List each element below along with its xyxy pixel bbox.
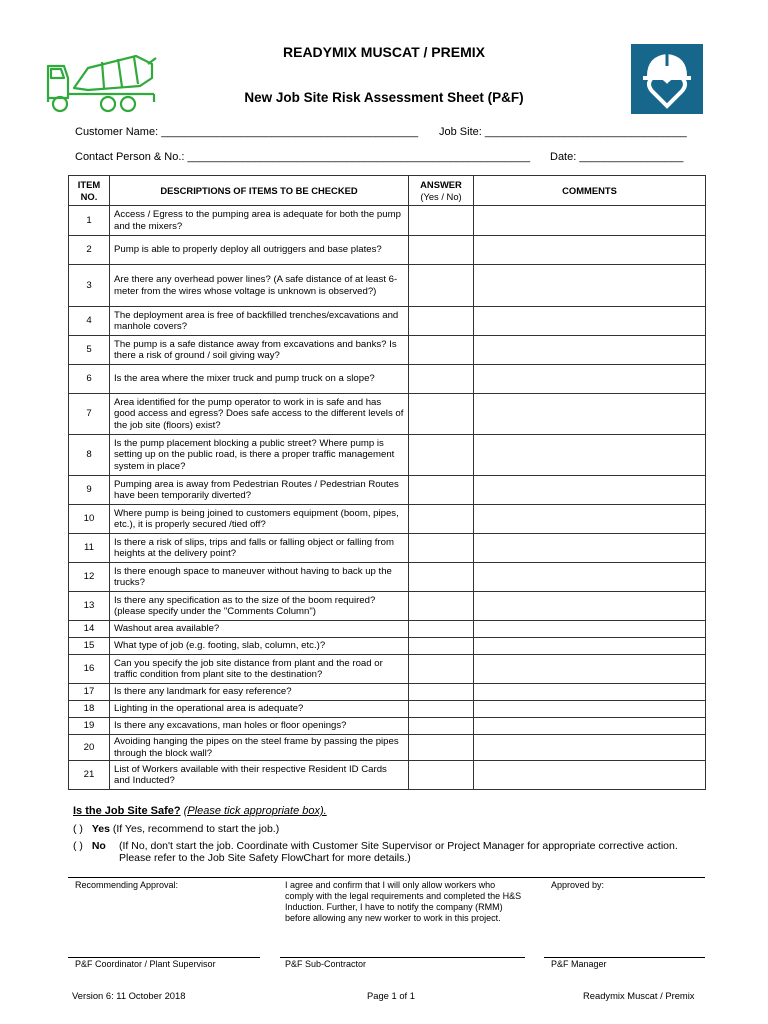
- subcontractor-label: P&F Sub-Contractor: [285, 959, 367, 969]
- item-description: Can you specify the job site distance from plant and the road or traffic condition from plant site to the destination?: [110, 655, 409, 684]
- answer-cell[interactable]: [409, 534, 474, 563]
- no-text-line-2: Please refer to the Job Site Safety FlowChart for more details.): [119, 852, 411, 864]
- answer-cell[interactable]: [409, 265, 474, 307]
- answer-cell[interactable]: [409, 621, 474, 638]
- table-row: [69, 655, 706, 684]
- answer-cell[interactable]: [409, 476, 474, 505]
- answer-cell[interactable]: [409, 336, 474, 365]
- concrete-mixer-truck-icon: [44, 50, 160, 116]
- table-row: [69, 476, 706, 505]
- item-number: 5: [69, 336, 110, 365]
- table-row: [69, 621, 706, 638]
- header-answer-sub: (Yes / No): [420, 190, 462, 202]
- answer-cell[interactable]: [409, 638, 474, 655]
- comments-cell[interactable]: [474, 394, 706, 435]
- item-description: Pumping area is away from Pedestrian Routes / Pedestrian Routes have been temporarily diverted?: [110, 476, 409, 505]
- comments-cell[interactable]: [474, 735, 706, 761]
- item-description: Lighting in the operational area is adequate?: [110, 701, 409, 718]
- table-row: [69, 534, 706, 563]
- signature-divider: [68, 877, 705, 878]
- comments-cell[interactable]: [474, 621, 706, 638]
- comments-cell[interactable]: [474, 701, 706, 718]
- item-number: 14: [69, 621, 110, 638]
- comments-cell[interactable]: [474, 592, 706, 621]
- table-row: [69, 592, 706, 621]
- comments-cell[interactable]: [474, 563, 706, 592]
- table-row: [69, 563, 706, 592]
- signature-line-coordinator[interactable]: [68, 957, 260, 958]
- table-row: [69, 307, 706, 336]
- table-row: [69, 435, 706, 476]
- table-row: [69, 265, 706, 307]
- footer-page: Page 1 of 1: [367, 990, 415, 1001]
- item-description: Area identified for the pump operator to work in is safe and has good access and egress? Does safe access to the different levels of the job site (floors) exist?: [110, 394, 409, 435]
- table-row: [69, 735, 706, 761]
- safety-question-label: Is the Job Site Safe?: [73, 805, 181, 817]
- safety-badge: [631, 44, 703, 114]
- answer-cell[interactable]: [409, 701, 474, 718]
- item-number: 7: [69, 394, 110, 435]
- yes-text: (If Yes, recommend to start the job.): [112, 823, 280, 835]
- recommending-approval-label: Recommending Approval:: [75, 880, 179, 890]
- item-description: What type of job (e.g. footing, slab, column, etc.)?: [110, 638, 409, 655]
- table-row: [69, 394, 706, 435]
- signature-line-subcontractor[interactable]: [280, 957, 525, 958]
- answer-cell[interactable]: [409, 307, 474, 336]
- item-description: Is the area where the mixer truck and pump truck on a slope?: [110, 365, 409, 394]
- item-description: Is there a risk of slips, trips and falls or falling object or falling from heights at the delivery point?: [110, 534, 409, 563]
- comments-cell[interactable]: [474, 365, 706, 394]
- item-description: Access / Egress to the pumping area is adequate for both the pump and the mixers?: [110, 206, 409, 236]
- hardhat-heart-icon: [631, 44, 703, 114]
- header-item-no: ITEM NO.: [69, 176, 110, 206]
- comments-cell[interactable]: [474, 435, 706, 476]
- customer-name-field[interactable]: Customer Name: __________________________________________: [75, 126, 419, 138]
- item-description: Is there any specification as to the size of the boom required? (please specify under the "Comments Column"): [110, 592, 409, 621]
- no-checkbox[interactable]: ( ): [73, 840, 83, 852]
- item-description: The deployment area is free of backfilled trenches/excavations and manhole covers?: [110, 307, 409, 336]
- footer-version: Version 6: 11 October 2018: [72, 990, 186, 1001]
- answer-cell[interactable]: [409, 761, 474, 790]
- comments-cell[interactable]: [474, 307, 706, 336]
- date-field[interactable]: Date: _________________: [550, 151, 684, 163]
- comments-cell[interactable]: [474, 476, 706, 505]
- item-number: 17: [69, 684, 110, 701]
- item-number: 12: [69, 563, 110, 592]
- table-header-row: [69, 176, 706, 206]
- yes-option[interactable]: [73, 823, 279, 835]
- table-row: [69, 206, 706, 236]
- item-description: Pump is able to properly deploy all outriggers and base plates?: [110, 236, 409, 265]
- no-option[interactable]: [73, 840, 106, 852]
- answer-cell[interactable]: [409, 563, 474, 592]
- item-description: The pump is a safe distance away from excavations and banks? Is there a risk of ground / soil giving way?: [110, 336, 409, 365]
- yes-checkbox[interactable]: ( ): [73, 823, 83, 835]
- table-row: [69, 761, 706, 790]
- item-number: 2: [69, 236, 110, 265]
- comments-cell[interactable]: [474, 718, 706, 735]
- table-row: [69, 365, 706, 394]
- table-row: [69, 684, 706, 701]
- yes-label: Yes: [91, 823, 110, 835]
- item-description: Avoiding hanging the pipes on the steel frame by passing the pipes through the block wall?: [110, 735, 409, 761]
- item-number: 8: [69, 435, 110, 476]
- contact-person-field[interactable]: Contact Person & No.: ________________________________________________________: [75, 151, 531, 163]
- table-row: [69, 236, 706, 265]
- item-description: Are there any overhead power lines? (A safe distance of at least 6-meter from the wires whose voltage is unknown is observed?): [110, 265, 409, 307]
- answer-cell[interactable]: [409, 236, 474, 265]
- item-number: 10: [69, 505, 110, 534]
- item-number: 19: [69, 718, 110, 735]
- comments-cell[interactable]: [474, 684, 706, 701]
- risk-assessment-table: [68, 175, 706, 790]
- item-number: 13: [69, 592, 110, 621]
- job-site-field[interactable]: Job Site: _________________________________: [439, 126, 687, 138]
- header-answer: [409, 176, 474, 206]
- comments-cell[interactable]: [474, 206, 706, 236]
- comments-cell[interactable]: [474, 638, 706, 655]
- item-number: 15: [69, 638, 110, 655]
- table-row: [69, 638, 706, 655]
- footer-company: Readymix Muscat / Premix: [583, 990, 695, 1001]
- item-number: 21: [69, 761, 110, 790]
- safety-question-hint: (Please tick appropriate box).: [183, 805, 327, 817]
- comments-cell[interactable]: [474, 265, 706, 307]
- no-text-line-1: (If No, don't start the job. Coordinate with Customer Site Supervisor or Project Manager for appropriate corrective action.: [119, 840, 678, 852]
- item-number: 20: [69, 735, 110, 761]
- answer-cell[interactable]: [409, 592, 474, 621]
- comments-cell[interactable]: [474, 236, 706, 265]
- item-description: Where pump is being joined to customers equipment (boom, pipes, etc.), it is properly secured /tied off?: [110, 505, 409, 534]
- comments-cell[interactable]: [474, 655, 706, 684]
- comments-cell[interactable]: [474, 505, 706, 534]
- company-title: READYMIX MUSCAT / PREMIX: [283, 44, 485, 60]
- comments-cell[interactable]: [474, 534, 706, 563]
- agreement-text: I agree and confirm that I will only allow workers who comply with the legal requirements and completed the H&S Induction. Further, I have to notify the company (RMM) before allowing any new worker to work in this project.: [285, 880, 522, 923]
- answer-cell[interactable]: [409, 365, 474, 394]
- no-label: No: [91, 840, 106, 852]
- table-row: [69, 505, 706, 534]
- item-number: 9: [69, 476, 110, 505]
- comments-cell[interactable]: [474, 761, 706, 790]
- item-number: 16: [69, 655, 110, 684]
- header-answer-label: ANSWER: [420, 179, 462, 190]
- answer-cell[interactable]: [409, 735, 474, 761]
- answer-cell[interactable]: [409, 206, 474, 236]
- header-comments: COMMENTS: [474, 176, 706, 206]
- table-row: [69, 718, 706, 735]
- answer-cell[interactable]: [409, 655, 474, 684]
- answer-cell[interactable]: [409, 684, 474, 701]
- coordinator-label: P&F Coordinator / Plant Supervisor: [75, 959, 216, 969]
- item-description: Is there any landmark for easy reference?: [110, 684, 409, 701]
- item-number: 11: [69, 534, 110, 563]
- item-description: Is there enough space to maneuver without having to back up the trucks?: [110, 563, 409, 592]
- comments-cell[interactable]: [474, 336, 706, 365]
- item-number: 1: [69, 206, 110, 236]
- item-number: 4: [69, 307, 110, 336]
- document-title: New Job Site Risk Assessment Sheet (P&F): [244, 90, 524, 105]
- signature-line-manager[interactable]: [544, 957, 705, 958]
- answer-cell[interactable]: [409, 435, 474, 476]
- answer-cell[interactable]: [409, 505, 474, 534]
- item-description: Is there any excavations, man holes or floor openings?: [110, 718, 409, 735]
- approved-by-label: Approved by:: [551, 880, 605, 890]
- manager-label: P&F Manager: [551, 959, 607, 969]
- safety-question: [73, 805, 327, 817]
- item-description: Is the pump placement blocking a public street? Where pump is setting up on the public road, is there a proper traffic management system in place?: [110, 435, 409, 476]
- answer-cell[interactable]: [409, 394, 474, 435]
- item-number: 6: [69, 365, 110, 394]
- table-row: [69, 701, 706, 718]
- header-description: DESCRIPTIONS OF ITEMS TO BE CHECKED: [110, 176, 409, 206]
- answer-cell[interactable]: [409, 718, 474, 735]
- item-number: 18: [69, 701, 110, 718]
- item-number: 3: [69, 265, 110, 307]
- item-description: List of Workers available with their respective Resident ID Cards and Inducted?: [110, 761, 409, 790]
- item-description: Washout area available?: [110, 621, 409, 638]
- table-row: [69, 336, 706, 365]
